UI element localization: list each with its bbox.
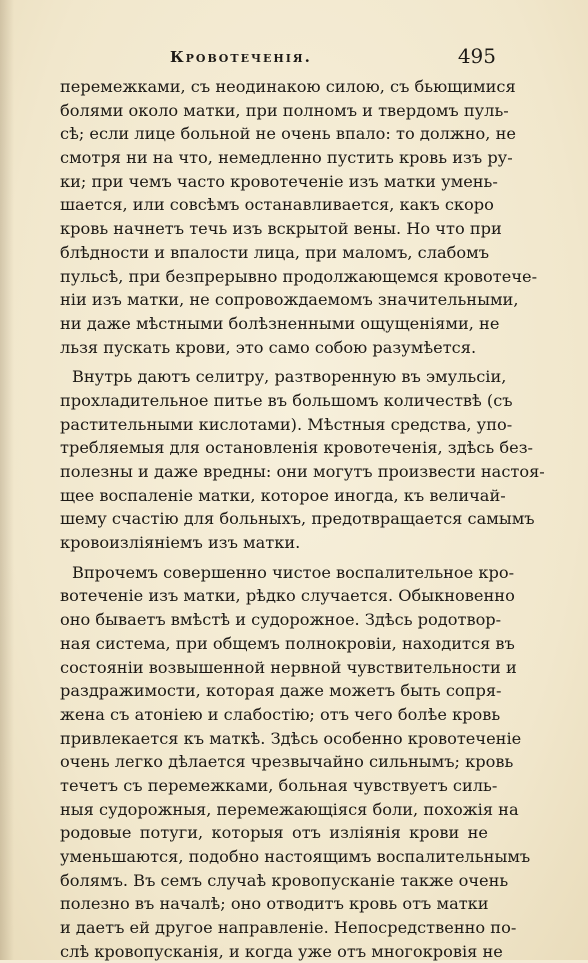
text-line: прохладительное питье въ большомъ количествѣ (съ (60, 390, 513, 410)
text-line: ная система, при общемъ полнокровіи, находится въ (60, 633, 515, 653)
text-line: полезно въ началѣ; оно отводитъ кровь отъ матки (60, 894, 489, 914)
text-line: слѣ кровопусканія, и когда уже отъ многокровія не (60, 941, 503, 961)
text-line: очень легко дѣлается чрезвычайно сильнымъ; кровь (60, 752, 514, 772)
text-line: уменьшаются, подобно настоящимъ воспалительнымъ (60, 847, 531, 866)
text-line: смотря ни на что, немедленно пустить кровь изъ ру- (60, 148, 513, 168)
text-line: раздражимости, которая даже можетъ быть сопря- (60, 681, 502, 701)
text-line: ни даже мѣстными болѣзненными ощущеніями, не (60, 313, 500, 333)
text-line: ныя судорожныя, перемежающіяся боли, похожія на (60, 799, 519, 819)
text-line: жена съ атоніею и слабостію; отъ чего болѣе кровь (60, 704, 501, 724)
text-line: пульсѣ, при безпрерывно продолжающемся кровотече- (60, 266, 538, 286)
text-line: кровоизліяніемъ изъ матки. (60, 533, 301, 553)
text-line: вотеченіе изъ матки, рѣдко случается. Обыкновенно (60, 586, 515, 606)
page-header (60, 44, 496, 72)
text-line: родовые потуги, которыя отъ изліянія крови не (60, 823, 488, 843)
text-line: перемежками, съ неодинакою силою, съ бьющимися (60, 77, 516, 96)
text-line: льзя пускать крови, это само собою разумѣется. (60, 337, 477, 357)
text-line: ки; при чемъ часто кровотеченіе изъ матки умень- (60, 171, 498, 191)
text-line: блѣдности и впалости лица, при маломъ, слабомъ (60, 242, 490, 262)
text-line: привлекается къ маткѣ. Здѣсь особенно кровотеченіе (60, 728, 522, 748)
text-line: сѣ; если лице больной не очень впало: то должно, не (60, 124, 516, 144)
text-line: Впрочемъ совершенно чистое воспалительное кро- (72, 562, 515, 582)
text-line: кровь начнетъ течь изъ вскрытой вены. Но что при (60, 219, 502, 239)
text-line: шается, или совсѣмъ останавливается, какъ скоро (60, 195, 494, 215)
spine-shadow (0, 0, 14, 960)
body-text (60, 75, 545, 961)
running-head: Кровотеченія. (170, 48, 312, 66)
text-line: и даетъ ей другое направленіе. Непосредственно по- (60, 918, 517, 938)
text-line: ніи изъ матки, не сопровождаемомъ значительными, (60, 290, 519, 310)
text-line: требляемыя для остановленія кровотеченія, здѣсь без- (60, 438, 533, 458)
text-line: растительными кислотами). Мѣстныя средства, упо- (60, 414, 513, 434)
text-line: болямъ. Въ семъ случаѣ кровопусканіе также очень (60, 870, 509, 890)
text-line: полезны и даже вредны: они могутъ произвести настоя- (60, 462, 545, 481)
text-line: болями около матки, при полномъ и твердомъ пуль- (60, 100, 509, 120)
text-line: течетъ съ перемежками, больная чувствуетъ силь- (60, 775, 498, 795)
text-line: состояніи возвышенной нервной чувствительности и (60, 657, 517, 677)
page-number: 495 (457, 44, 496, 68)
text-line: шему счастію для больныхъ, предотвращается самымъ (60, 509, 535, 529)
text-line: Внутрь даютъ селитру, разтворенную въ эмульсіи, (72, 367, 507, 387)
text-line: оно бываетъ вмѣстѣ и судорожное. Здѣсь родотвор- (60, 610, 502, 630)
text-line: щее воспаленіе матки, которое иногда, къ величай- (60, 485, 506, 505)
